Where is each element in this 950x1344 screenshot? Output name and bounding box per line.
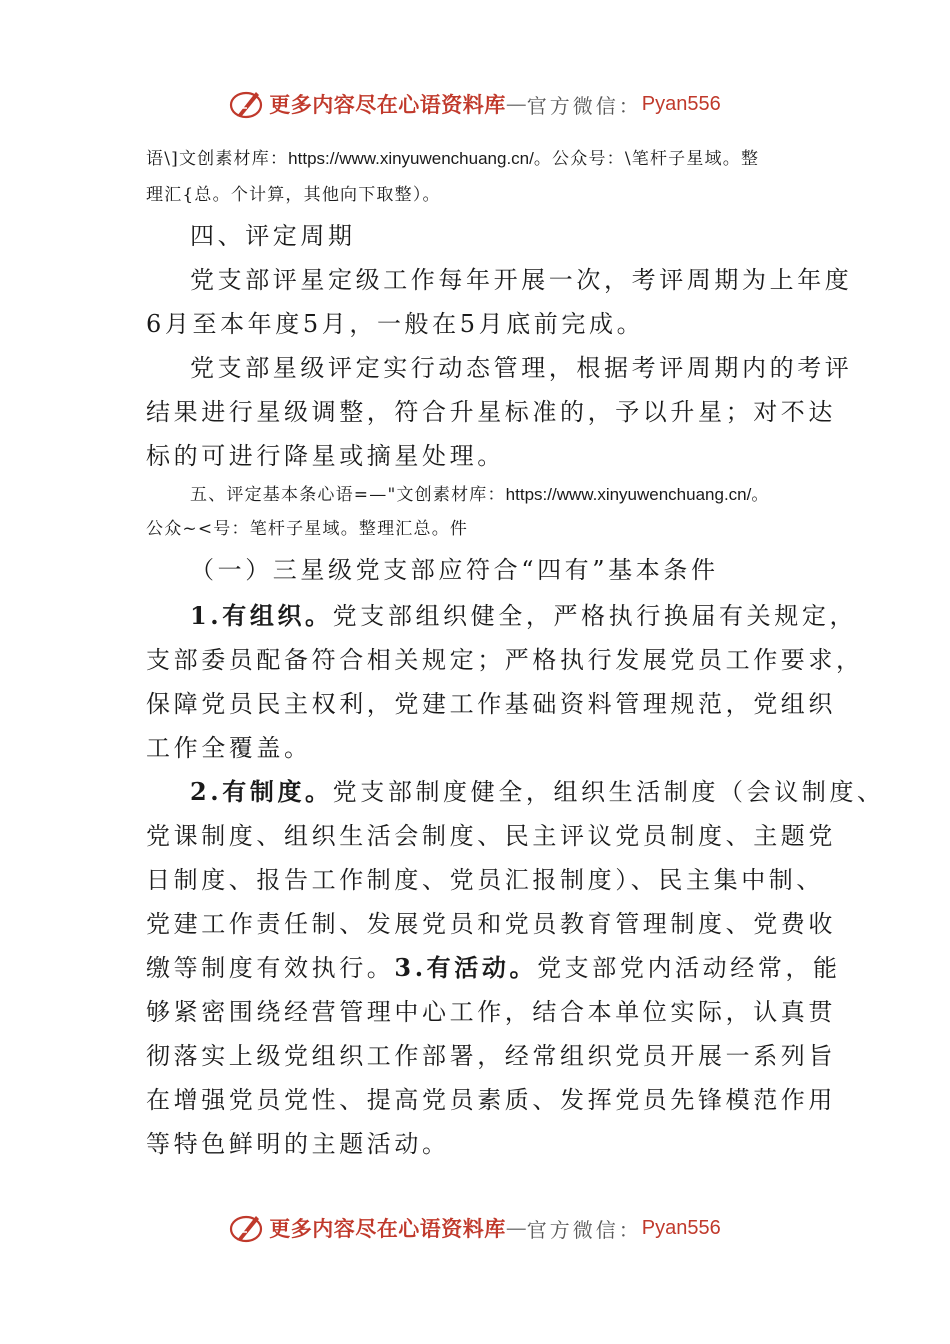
text-line-section-five: [190, 480, 770, 505]
paragraph-line: 日制度、报告工作制度、党员汇报制度）、民主集中制、: [146, 866, 824, 894]
text-span: 缴等制度有效执行。: [146, 954, 395, 982]
footer-watermark-banner: [0, 1208, 950, 1248]
text-span: 。公众号：\笔杆子星域。整: [533, 149, 760, 169]
text-span: 。: [751, 485, 770, 505]
section-heading-evaluation-cycle: 四、评定周期: [190, 222, 356, 250]
text-line: 公众~<号：笔杆子星域。整理汇总。件: [146, 519, 469, 539]
paragraph-line: 等特色鲜明的主题活动。: [146, 1130, 450, 1158]
banner-official-label: 官方微信：: [526, 1217, 642, 1242]
subsection-heading: （一）三星级党支部应符合“四有”基本条件: [190, 556, 719, 584]
text-span: 语\]文创素材库：: [146, 149, 289, 169]
banner-account-id: Pyan556: [641, 92, 721, 115]
header-watermark-banner: [0, 84, 950, 124]
text-line-1: [146, 144, 759, 169]
banner-main-text: 更多内容尽在心语资料库: [269, 92, 506, 117]
paragraph-line: 党课制度、组织生活会制度、民主评议党员制度、主题党: [146, 822, 836, 850]
paragraph-line: [146, 948, 841, 983]
text-span: 党支部组织健全，严格执行换届有关规定，: [332, 602, 858, 630]
paragraph-line: [190, 596, 857, 631]
banner-dash: —: [505, 1216, 527, 1240]
bold-lead: 3.有活动。: [394, 953, 538, 982]
paragraph-line: [190, 772, 885, 807]
paragraph-line: 彻落实上级党组织工作部署，经常组织党员开展一系列旨: [146, 1042, 836, 1070]
text-span: 党支部党内活动经常，能: [537, 954, 841, 982]
paragraph-line: 保障党员民主权利，党建工作基础资料管理规范，党组织: [146, 690, 836, 718]
paragraph-line: 6月至本年度5月，一般在5月底前完成。: [146, 310, 645, 338]
text-line-2: 理汇{总。个计算，其他向下取整）。: [146, 185, 441, 205]
paragraph-line: 结果进行星级调整，符合升星标准的，予以升星；对不达: [146, 398, 836, 426]
paragraph-line: 党支部星级评定实行动态管理，根据考评周期内的考评: [190, 354, 853, 382]
text-span: 五、评定基本条心语=—"文创素材库：: [190, 485, 506, 505]
banner-main-text: 更多内容尽在心语资料库: [269, 1216, 506, 1241]
banner-dash: —: [505, 92, 527, 116]
paragraph-line: 党建工作责任制、发展党员和党员教育管理制度、党费收: [146, 910, 836, 938]
url-text: https://www.xinyuwenchuang.cn/: [505, 485, 752, 504]
banner-account-id: Pyan556: [641, 1216, 721, 1239]
bold-lead: 1.有组织。: [190, 601, 333, 630]
quill-pen-icon: [229, 86, 265, 122]
quill-pen-icon: [229, 1210, 265, 1246]
text-span: 党支部制度健全，组织生活制度（会议制度、: [332, 778, 885, 806]
paragraph-line: 标的可进行降星或摘星处理。: [146, 442, 505, 470]
url-text: https://www.xinyuwenchuang.cn/: [288, 149, 534, 168]
paragraph-line: 工作全覆盖。: [146, 734, 312, 762]
banner-official-label: 官方微信：: [526, 93, 642, 118]
paragraph-line: 在增强党员党性、提高党员素质、发挥党员先锋模范作用: [146, 1086, 836, 1114]
paragraph-line: 党支部评星定级工作每年开展一次，考评周期为上年度: [190, 266, 853, 294]
paragraph-line: 够紧密围绕经营管理中心工作，结合本单位实际，认真贯: [146, 998, 836, 1026]
paragraph-line: 支部委员配备符合相关规定；严格执行发展党员工作要求，: [146, 646, 864, 674]
bold-lead: 2.有制度。: [190, 777, 333, 806]
